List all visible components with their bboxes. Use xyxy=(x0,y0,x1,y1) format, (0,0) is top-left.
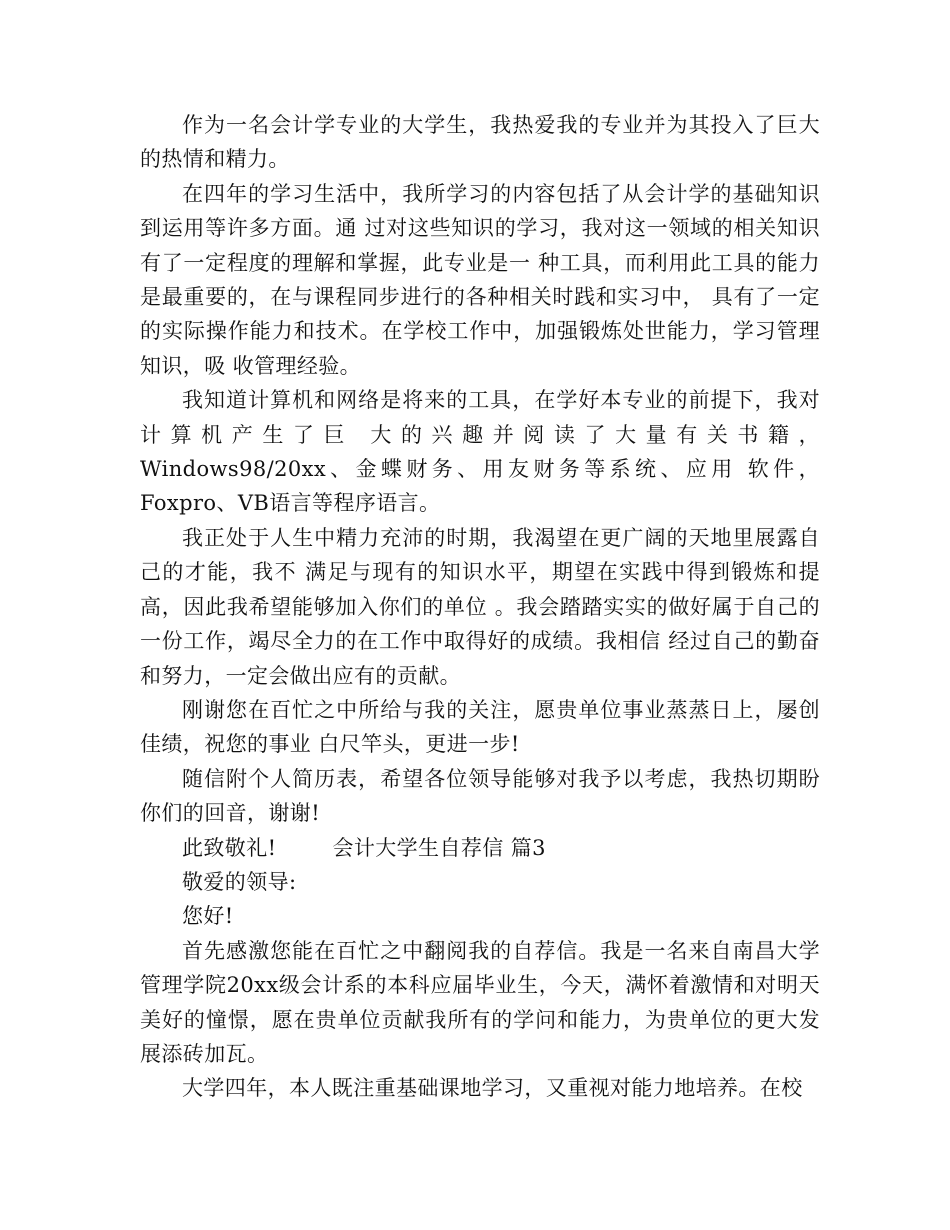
paragraph-attachment: 随信附个人简历表，希望各位领导能够对我予以考虑，我热切期盼你们的回音，谢谢! xyxy=(140,766,820,826)
next-letter-title: 会计大学生自荐信 篇3 xyxy=(332,835,546,860)
paragraph-ambition: 我正处于人生中精力充沛的时期，我渴望在更广阔的天地里展露自己的才能，我不 满足与现有的知识水平，期望在实践中得到锻炼和提高，因此我希望能够加入你们的单位 。我会踏踏实实的做好属于自己的一份工作，竭尽全力的在工作中取得好的成绩。我相信 经过自己的勤奋和努力，一定会做出应有的贡献。 xyxy=(140,525,820,688)
closing-salute: 此致敬礼! xyxy=(182,835,277,860)
letter2-paragraph-intro: 首先感激您能在百忙之中翻阅我的自荐信。我是一名来自南昌大学管理学院20xx级会计系的本科应届毕业生，今天，满怀着激情和对明天美好的憧憬，愿在贵单位贡献我所有的学问和能力，为贵单位的更大发展添砖加瓦。 xyxy=(140,938,820,1066)
closing-line xyxy=(140,831,820,865)
document-page xyxy=(140,108,820,1106)
paragraph-thanks: 刚谢您在百忙之中所给与我的关注，愿贵单位事业蒸蒸日上，屡创佳绩，祝您的事业 白尺竿头，更进一步! xyxy=(140,697,820,757)
paragraph-intro: 作为一名会计学专业的大学生，我热爱我的专业并为其投入了巨大的热情和精力。 xyxy=(140,113,820,172)
letter2-greeting: 敬爱的领导: xyxy=(182,869,297,894)
letter2-hello: 您好! xyxy=(182,904,234,929)
paragraph-study: 在四年的学习生活中，我所学习的内容包括了从会计学的基础知识到运用等许多方面。通 过对这些知识的学习，我对这一领域的相关知识有了一定程度的理解和掌握，此专业是一 种工具，而利用此工具的能力是最重要的，在与课程同步进行的各种相关时践和实习中， 具有了一定的实际操作能力和技术。在学校工作中，加强锻炼处世能力，学习管理知识，吸 收管理经验。 xyxy=(140,181,820,378)
paragraph-computer: 我知道计算机和网络是将来的工具，在学好本专业的前提下，我对计算机产生了巨 大的兴趣并阅读了大量有关书籍，Windows98/20xx、金蝶财务、用友财务等系统、应用 软件，Foxpro、VB语言等程序语言。 xyxy=(140,388,820,516)
letter2-paragraph-university: 大学四年，本人既注重基础课地学习，又重视对能力地培养。在校 xyxy=(182,1076,803,1101)
